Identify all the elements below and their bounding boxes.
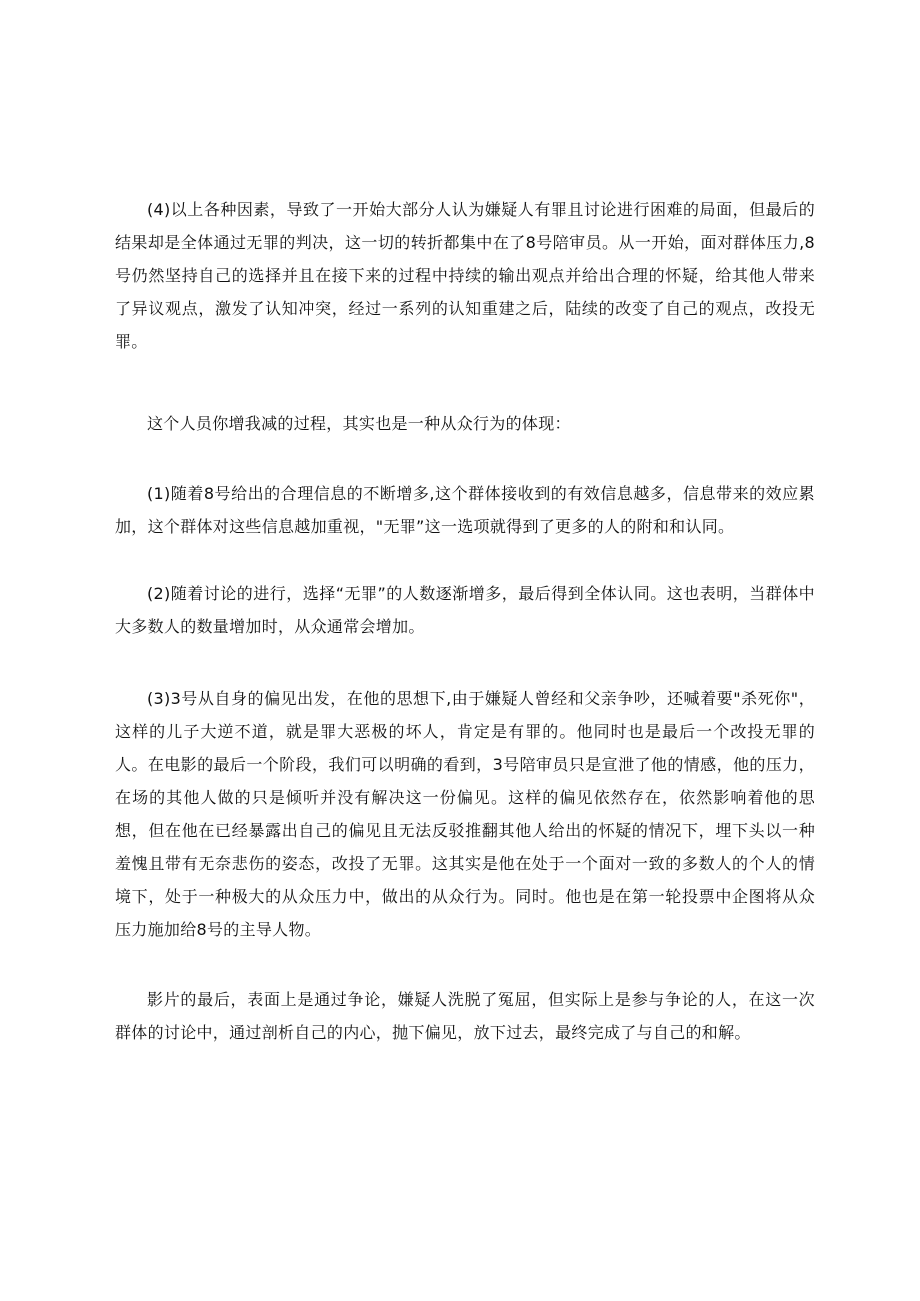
paragraph-point-3: (3)3号从自身的偏见出发，在他的思想下,由于嫌疑人曾经和父亲争吵，还喊着要"杀死你"，这样的儿子大逆不道，就是罪大恶极的坏人，肯定是有罪的。他同时也是最后一个改投无罪的人。在电影的最后一个阶段，我们可以明确的看到，3号陪审员只是宣泄了他的情感，他的压力，在场的其他人做的只是倾听并没有解决这一份偏见。这样的偏见依然存在，依然影响着他的思想，但在他在已经暴露出自己的偏见且无法反驳推翻其他人给出的怀疑的情况下，埋下头以一种羞愧且带有无奈悲伤的姿态，改投了无罪。这其实是他在处于一个面对一致的多数人的个人的情境下，处于一种极大的从众压力中，做出的从众行为。同时。他也是在第一轮投票中企图将从众压力施加给8号的主导人物。 — [115, 689, 815, 939]
paragraph-conclusion: 影片的最后，表面上是通过争论，嫌疑人洗脱了冤屈，但实际上是参与争论的人，在这一次群体的讨论中，通过剖析自己的内心，抛下偏见，放下过去，最终完成了与自己的和解。 — [115, 990, 815, 1042]
paragraph-point-2: (2)随着讨论的进行，选择“无罪”的人数逐渐增多，最后得到全体认同。这也表明，当群体中大多数人的数量增加时，从众通常会增加。 — [115, 584, 815, 636]
paragraph-factors-summary: (4)以上各种因素，导致了一开始大部分人认为嫌疑人有罪且讨论进行困难的局面，但最后的结果却是全体通过无罪的判决，这一切的转折都集中在了8号陪审员。从一开始，面对群体压力,8号仍然坚持自己的选择并且在接下来的过程中持续的输出观点并给出合理的怀疑，给其他人带来了异议观点，激发了认知冲突，经过一系列的认知重建之后，陆续的改变了自己的观点，改投无罪。 — [115, 200, 815, 351]
paragraph-conformity-intro: 这个人员你增我减的过程，其实也是一种从众行为的体现： — [147, 414, 571, 433]
paragraph-point-1: (1)随着8号给出的合理信息的不断增多,这个群体接收到的有效信息越多，信息带来的效应累加，这个群体对这些信息越加重视，"无罪”这一选项就得到了更多的人的附和和认同。 — [115, 484, 815, 536]
